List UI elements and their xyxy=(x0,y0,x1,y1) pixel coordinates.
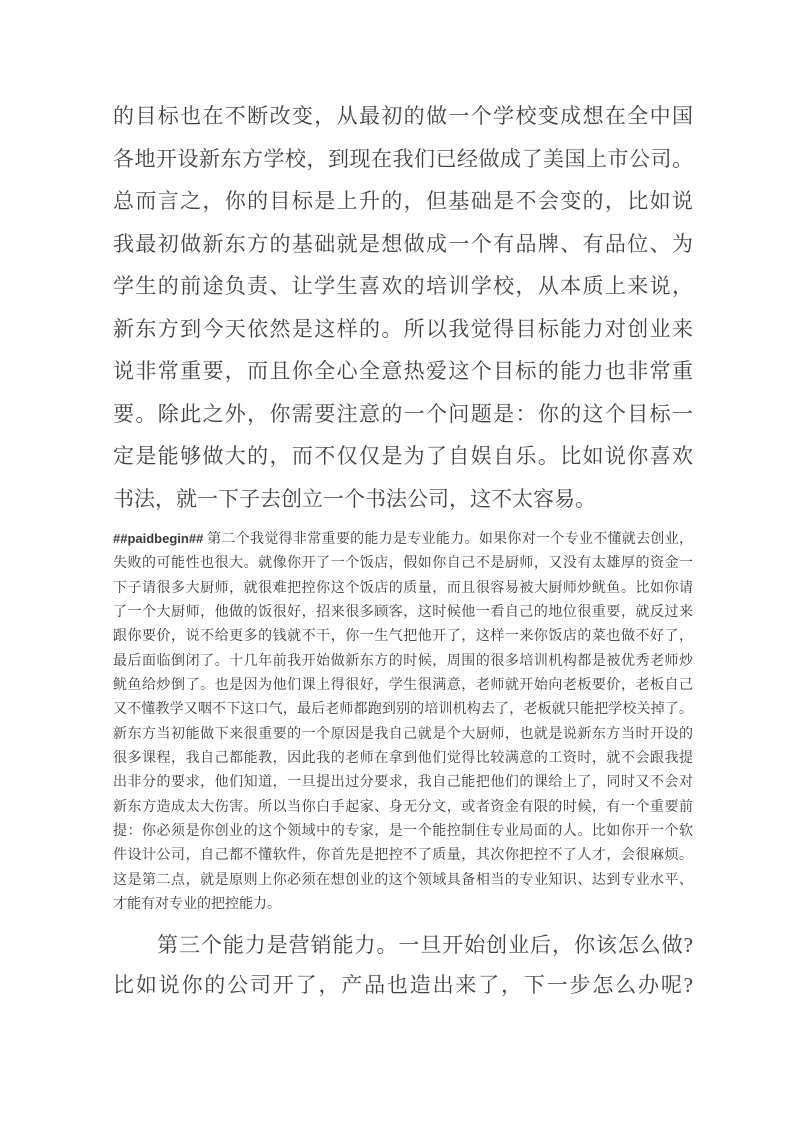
text-line: 第三个能力是营销能力。一旦开始创业后，你该怎么做? xyxy=(157,933,693,957)
text-line: 下子请很多大厨师，就很难把控你这个饭店的质量，而且很容易被大厨师炒鱿鱼。比如你请 xyxy=(113,580,693,596)
paragraph-professional-ability-body xyxy=(113,552,693,917)
text-line: 要。除此之外，你需要注意的一个问题是：你的这个目标一 xyxy=(113,401,693,426)
text-line: 新东方造成太大伤害。所以当你白手起家、身无分文，或者资金有限的时候，有一个重要前 xyxy=(113,799,693,815)
text-line: 说非常重要，而且你全心全意热爱这个目标的能力也非常重 xyxy=(113,359,693,383)
text-line: 很多课程，我自己都能教，因此我的老师在拿到他们觉得比较满意的工资时，就不会跟我提 xyxy=(113,751,693,767)
paragraph-professional-ability xyxy=(113,527,693,918)
text-line: 学生的前途负责、让学生喜欢的培训学校，从本质上来说， xyxy=(113,274,693,298)
text-line: 最后面临倒闭了。十几年前我开始做新东方的时候，周围的很多培训机构都是被优秀老师炒 xyxy=(113,653,693,669)
text-line: 件设计公司，自己都不懂软件，你首先是把控不了质量，其次你把控不了人才，会很麻烦。 xyxy=(113,848,693,864)
text-line: 总而言之，你的目标是上升的，但基础是不会变的，比如说 xyxy=(113,189,693,213)
text-line: 书法，就一下子去创立一个书法公司，这不太容易。 xyxy=(113,486,596,511)
text-line: 又不懂教学又咽不下这口气，最后老师都跑到别的培训机构去了，老板就只能把学校关掉了。 xyxy=(113,702,693,718)
text-line: 提：你必须是你创业的这个领域中的专家，是一个能控制住专业局面的人。比如你开一个软 xyxy=(113,824,693,840)
paragraph-marketing-ability xyxy=(113,925,693,1005)
paidbegin-line xyxy=(113,527,693,552)
paidbegin-marker: ##paidbegin## xyxy=(113,531,204,546)
text-line: 这是第二点，就是原则上你必须在想创业的这个领域具备相当的专业知识、达到专业水平、 xyxy=(113,872,693,888)
text-line: 出非分的要求，他们知道，一旦提出过分要求，我自己能把他们的课给上了，同时又不会对 xyxy=(113,775,693,791)
paidbegin-line-text: 第二个我觉得非常重要的能力是专业能力。如果你对一个专业不懂就去创业， xyxy=(207,532,694,547)
text-line: 鱿鱼给炒倒了。也是因为他们课上得很好，学生很满意，老师就开始向老板要价，老板自己 xyxy=(113,678,693,694)
text-line: 定是能够做大的，而不仅仅是为了自娱自乐。比如说你喜欢 xyxy=(113,444,693,468)
text-line: 失败的可能性也很大。就像你开了一个饭店，假如你自己不是厨师，又没有太雄厚的资金一 xyxy=(113,556,693,572)
paragraph-goal-ability xyxy=(113,95,693,520)
text-line: 的目标也在不断改变，从最初的做一个学校变成想在全中国 xyxy=(113,104,693,128)
text-line: 各地开设新东方学校，到现在我们已经做成了美国上市公司。 xyxy=(113,146,693,171)
text-line: 跟你要价，说不给更多的钱就不干，你一生气把他开了，这样一来你饭店的菜也做不好了， xyxy=(113,629,693,645)
text-line: 才能有对专业的把控能力。 xyxy=(113,897,281,913)
text-line: 比如说你的公司开了，产品也造出来了，下一步怎么办呢? xyxy=(113,973,693,997)
text-line: 我最初做新东方的基础就是想做成一个有品牌、有品位、为 xyxy=(113,231,693,256)
text-line: 了一个大厨师，他做的饭很好，招来很多顾客，这时候他一看自己的地位很重要，就反过来 xyxy=(113,605,693,621)
text-line: 新东方当初能做下来很重要的一个原因是我自己就是个大厨师，也就是说新东方当时开设的 xyxy=(113,726,693,742)
text-line: 新东方到今天依然是这样的。所以我觉得目标能力对创业来 xyxy=(113,316,693,341)
